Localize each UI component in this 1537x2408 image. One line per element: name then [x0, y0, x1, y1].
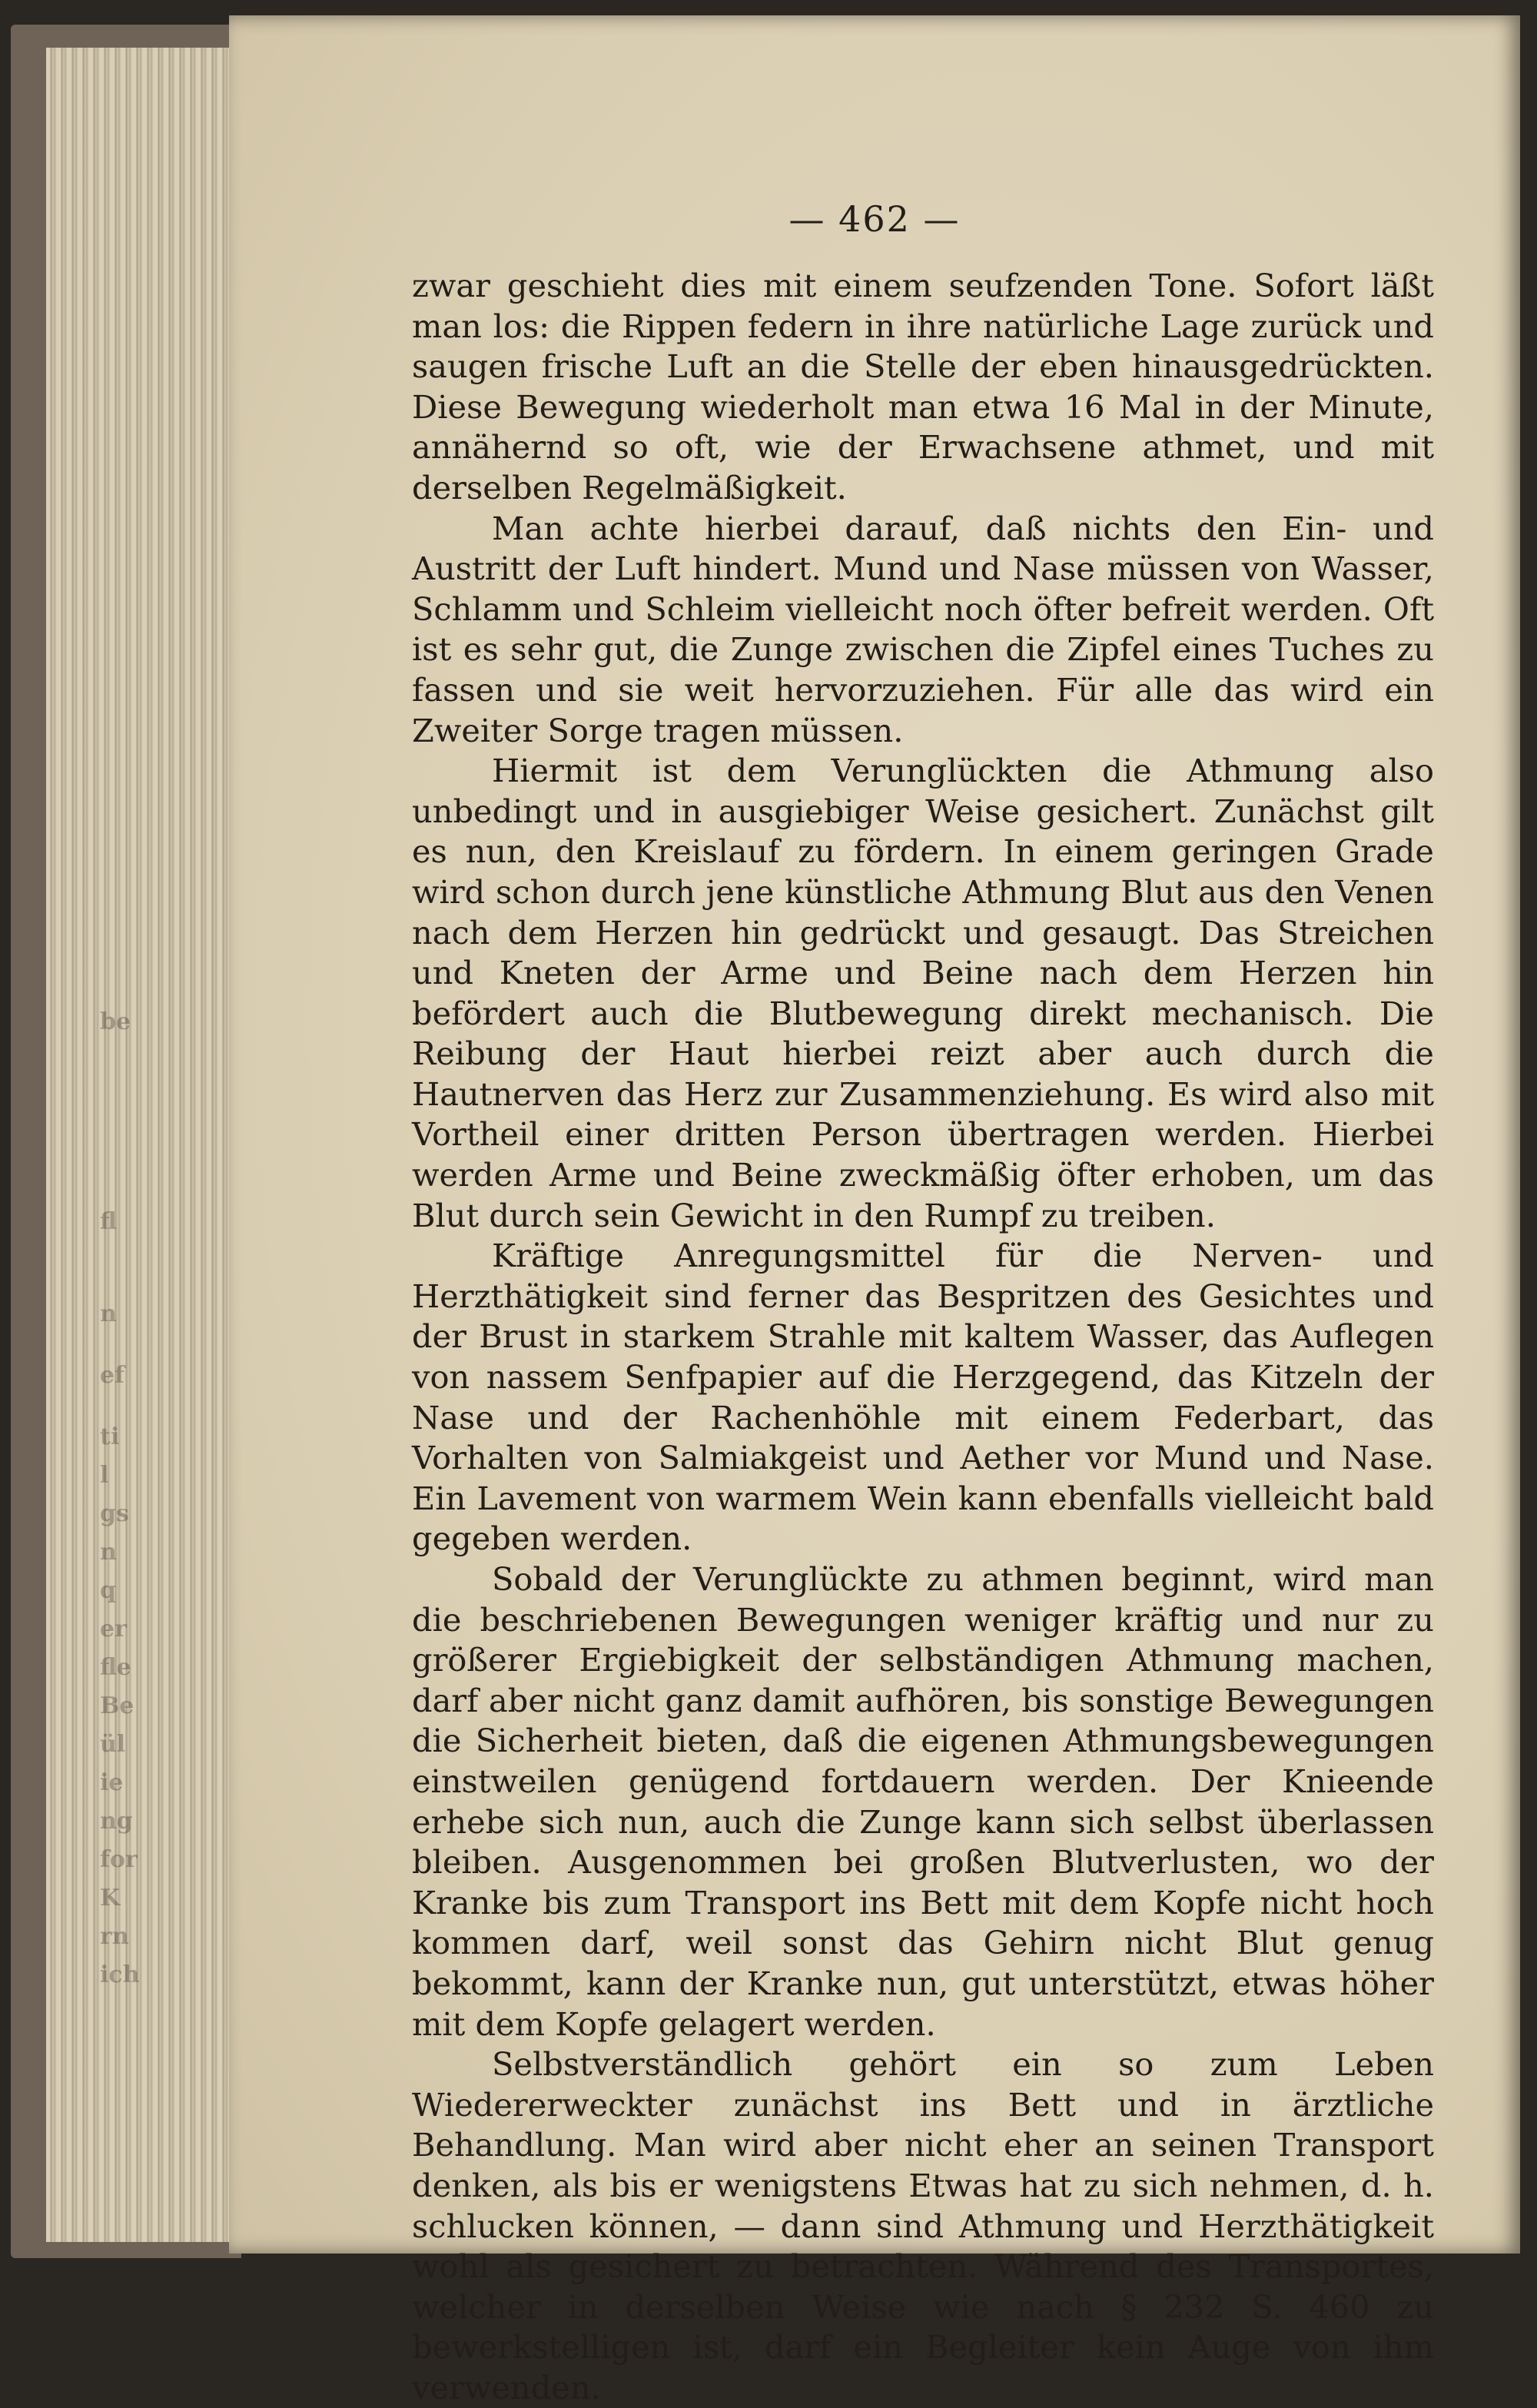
bleed-text: q	[100, 1577, 116, 1604]
body-text	[412, 266, 1434, 2408]
bleed-text: K	[100, 1885, 121, 1911]
paragraph: zwar geschieht dies mit einem seufzenden Tone. Sofort läßt man los: die Rippen federn in ihre natürliche Lage zurück und saugen frische Luft an die Stelle der eben hinausgedrückten. Diese Bewegung wiederholt man etwa 16 Mal in der Minute, annähernd so oft, wie der Erwachsene athmet, und mit derselben Regelmäßigkeit.	[412, 267, 1434, 507]
paragraph: Sobald der Verunglückte zu athmen beginnt, wird man die beschriebenen Bewegungen weniger kräftig und nur zu größerer Ergiebigkeit der selbständigen Athmung machen, darf aber nicht ganz damit aufhören, bis sonstige Bewegungen die Sicherheit bieten, daß die eigenen Athmungsbewegungen einstweilen genügend fortdauern werden. Der Knieende erhebe sich nun, auch die Zunge kann sich selbst überlassen bleiben. Ausgenommen bei großen Blutverlusten, wo der Kranke bis zum Transport ins Bett mit dem Kopfe nicht hoch kommen darf, weil sonst das Gehirn nicht Blut genug bekommt, kann der Kranke nun, gut unterstützt, etwas höher mit dem Kopfe gelagert werden.	[412, 1560, 1434, 2043]
bleed-text: ng	[100, 1808, 133, 1835]
paragraph: Hiermit ist dem Verunglückten die Athmung also unbedingt und in ausgiebiger Weise gesichert. Zunächst gilt es nun, den Kreislauf zu fördern. In einem geringen Grade wird schon durch jene künstliche Athmung Blut aus den Venen nach dem Herzen hin gedrückt und gesaugt. Das Streichen und Kneten der Arme und Beine nach dem Herzen hin befördert auch die Blutbewegung direkt mechanisch. Die Reibung der Haut hierbei reizt aber auch durch die Hautnerven das Herz zur Zusammenziehung. Es wird also mit Vortheil einer dritten Person übertragen werden. Hierbei werden Arme und Beine zweckmäßig öfter erhoben, um das Blut durch sein Gewicht in den Rumpf zu treiben.	[412, 752, 1434, 1234]
page-number: — 462 —	[788, 198, 961, 240]
bleed-text: Be	[100, 1692, 134, 1719]
paragraph: Selbstverständlich gehört ein so zum Leben Wiedererweckter zunächst ins Bett und in ärztliche Behandlung. Man wird aber nicht eher an seinen Transport denken, als bis er wenigstens Etwas hat zu sich nehmen, d. h. schlucken können, — dann sind Athmung und Herzthätigkeit wohl als gesichert zu betrachten. Während des Transportes, welcher in derselben Weise wie nach § 232 S. 460 zu bewerkstelligen ist, darf ein Begleiter kein Auge von ihm verwenden.	[412, 2045, 1434, 2406]
bleed-text: n	[100, 1539, 117, 1566]
bleed-text: ti	[100, 1423, 120, 1450]
bleed-text: be	[100, 1008, 131, 1035]
bleed-text: rn	[100, 1923, 129, 1950]
bleed-text: ef	[100, 1362, 124, 1389]
bleed-text: fl	[100, 1208, 117, 1235]
bleed-text: ich	[100, 1961, 140, 1988]
bleed-text: ie	[100, 1769, 124, 1796]
bleed-text: n	[100, 1300, 117, 1327]
page-edges	[46, 48, 238, 2242]
bleed-text: gs	[100, 1500, 129, 1527]
paragraph: Kräftige Anregungsmittel für die Nerven- und Herzthätigkeit sind ferner das Bespritzen des Gesichtes und der Brust in starkem Strahle mit kaltem Wasser, das Auflegen von nassem Senfpapier auf die Herzgegend, das Kitzeln der Nase und der Rachenhöhle mit einem Federbart, das Vorhalten von Salmiakgeist und Aether vor Mund und Nase. Ein Lavement von warmem Wein kann ebenfalls vielleicht bald gegeben werden.	[412, 1237, 1434, 1558]
paragraph: Man achte hierbei darauf, daß nichts den Ein- und Austritt der Luft hindert. Mund und Nase müssen von Wasser, Schlamm und Schleim vielleicht noch öfter befreit werden. Oft ist es sehr gut, die Zunge zwischen die Zipfel eines Tuches zu fassen und sie weit hervorzuziehen. Für alle das wird ein Zweiter Sorge tragen müssen.	[412, 509, 1434, 749]
book-page	[229, 15, 1520, 2406]
bleed-text: er	[100, 1616, 127, 1642]
bleed-text: ül	[100, 1731, 126, 1758]
bleed-text: fle	[100, 1654, 131, 1681]
bleed-text: l	[100, 1462, 109, 1489]
bleed-text: for	[100, 1846, 138, 1873]
